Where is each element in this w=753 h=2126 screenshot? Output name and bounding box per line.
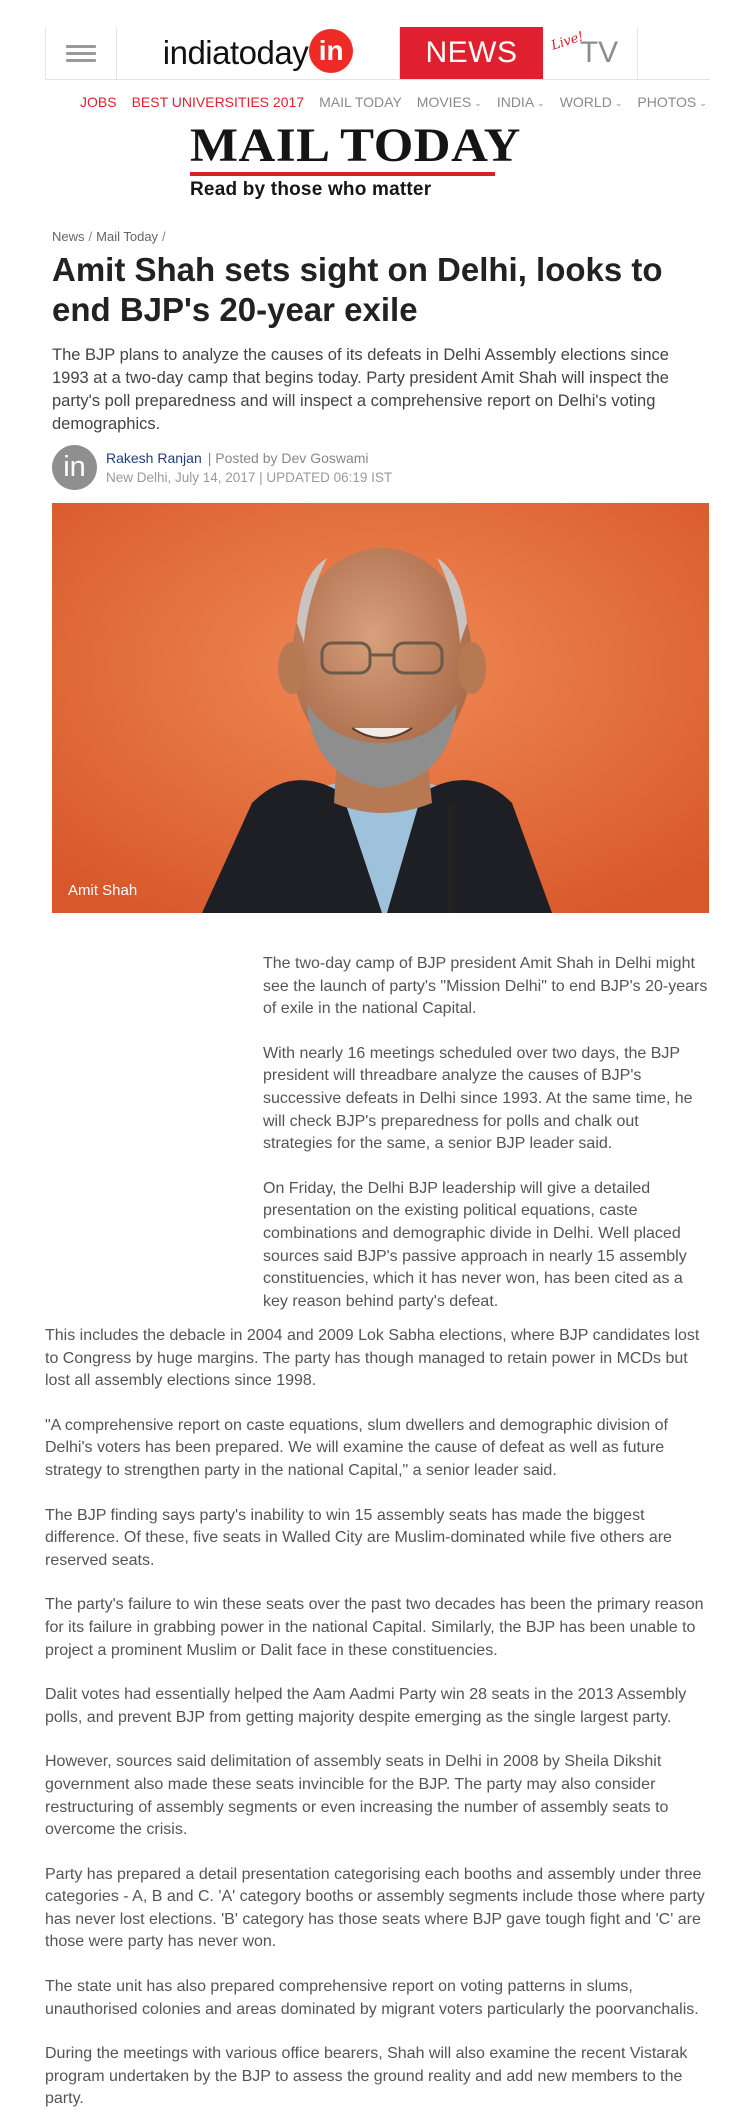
breadcrumb-news[interactable]: News xyxy=(52,229,85,244)
nav-item-best-universities[interactable]: BEST UNIVERSITIES 2017 xyxy=(131,94,305,110)
logo-text: indiatoday xyxy=(162,34,309,71)
posted-by: | Posted by Dev Goswami xyxy=(207,449,369,466)
nav-item-india[interactable]: INDIA ⌄ xyxy=(496,94,545,110)
main-nav xyxy=(80,94,722,110)
chevron-down-icon: ⌄ xyxy=(474,98,482,108)
live-tv-tab[interactable] xyxy=(543,27,638,79)
author-link[interactable]: Rakesh Ranjan xyxy=(106,449,202,466)
masthead-tagline: Read by those who matter xyxy=(190,179,432,200)
masthead-rule xyxy=(190,172,495,176)
dateline: New Delhi, July 14, 2017 | UPDATED 06:19 IST xyxy=(106,469,393,485)
breadcrumb: News / Mail Today / xyxy=(52,229,166,244)
nav-item-mail-today[interactable]: MAIL TODAY xyxy=(319,94,402,110)
nav-item-photos[interactable]: PHOTOS ⌄ xyxy=(637,94,707,110)
paragraph: "A comprehensive report on caste equations, slum dwellers and demographic division of Delhi's voters has been prepared. We will examine the cause of defeat as well as future strategy to strengthen party in the national Capital," a senior leader said. xyxy=(45,1416,668,1479)
photo-caption: Amit Shah xyxy=(68,882,138,899)
paragraph: On Friday, the Delhi BJP leadership will give a detailed presentation on the existing political equations, caste combinations and demographic divide in Delhi. Well placed sources said BJP's passive approach in nearly 15 assembly constituencies, which it has never won, has been cited as a key reason behind party's defeat. xyxy=(263,1179,687,1310)
mail-today-masthead[interactable] xyxy=(190,119,521,201)
paragraph: The BJP finding says party's inability to win 15 assembly seats has made the biggest difference. Of these, five seats in Walled City are Muslim-dominated while five others are reserved seats. xyxy=(45,1506,672,1569)
chevron-down-icon: ⌄ xyxy=(614,98,623,108)
article-summary: The BJP plans to analyze the causes of its defeats in Delhi Assembly elections since 1993 at a two-day camp that begins today. Party president Amit Shah will inspect the party's poll preparedness and will inspect a comprehensive report on Delhi's voting demographics. xyxy=(52,346,669,433)
logo-badge: in xyxy=(309,29,353,73)
hamburger-menu-icon[interactable] xyxy=(45,27,117,79)
nav-item-jobs[interactable]: JOBS xyxy=(80,94,117,110)
amit-shah-portrait xyxy=(52,503,709,913)
paragraph: The state unit has also prepared comprehensive report on voting patterns in slums, unauthorised colonies and areas dominated by migrant voters particularly the poorvanchalis. xyxy=(45,1978,699,2018)
byline xyxy=(52,445,392,490)
news-tab[interactable]: NEWS xyxy=(400,27,543,79)
paragraph: During the meetings with various office bearers, Shah will also examine the recent Vistarak program undertaken by the BJP to assess the ground reality and add new members to the party. xyxy=(45,2045,688,2108)
paragraph: This includes the debacle in 2004 and 2009 Lok Sabha elections, where BJP candidates lost to Congress by huge margins. The party has though managed to retain power in MCDs but lost all assembly elections since 1998. xyxy=(45,1327,700,1390)
top-bar xyxy=(45,27,710,80)
chevron-down-icon: ⌄ xyxy=(699,98,707,108)
live-label: Live! xyxy=(549,29,586,54)
author-avatar: in xyxy=(52,445,97,490)
paragraph: The two-day camp of BJP president Amit Shah in Delhi might see the launch of party's "Mission Delhi" to end BJP's 20-years of exile in the national Capital. xyxy=(263,955,708,1018)
breadcrumb-mail-today[interactable]: Mail Today xyxy=(96,229,159,244)
article-headline: Amit Shah sets sight on Delhi, looks to end BJP's 20-year exile xyxy=(52,251,663,328)
tv-label: TV xyxy=(579,36,619,69)
paragraph: The party's failure to win these seats over the past two decades has been the primary reason for its failure in grabbing power in the national Capital. Similarly, the BJP has been unable to project a prominent Muslim or Dalit face in these constituencies. xyxy=(45,1596,704,1659)
paragraph: Party has prepared a detail presentation categorising each booths and assembly under three categories - A, B and C. 'A' category booths or assembly segments include those where party has never lost elections. 'B' category has those seats where BJP gave tough fight and 'C' are those were party has never won. xyxy=(45,1865,705,1951)
chevron-down-icon: ⌄ xyxy=(537,98,545,108)
nav-item-movies[interactable]: MOVIES ⌄ xyxy=(416,94,482,110)
india-today-logo[interactable] xyxy=(117,27,400,79)
paragraph: Dalit votes had essentially helped the Aam Aadmi Party win 28 seats in the 2013 Assembly polls, and prevent BJP from getting majority despite emerging as the single largest party. xyxy=(45,1686,687,1726)
masthead-title: MAIL TODAY xyxy=(190,119,521,172)
nav-item-world[interactable]: WORLD ⌄ xyxy=(559,94,623,110)
paragraph: However, sources said delimitation of assembly seats in Delhi in 2008 by Sheila Dikshit government also made these seats invincible for the BJP. The party may also consider restructuring of assembly segments or even increasing the number of assembly seats to overcome the crisis. xyxy=(45,1753,669,1839)
article-body-narrow xyxy=(263,953,711,1335)
paragraph: With nearly 16 meetings scheduled over two days, the BJP president will threadbare analyze the causes of BJP's successive defeats in Delhi since 1993. At the same time, he will check BJP's preparedness for polls and chalk out strategies for the same, a senior BJP leader said. xyxy=(263,1044,693,1153)
article-photo xyxy=(52,503,709,913)
article-body-wide xyxy=(45,1325,711,2126)
